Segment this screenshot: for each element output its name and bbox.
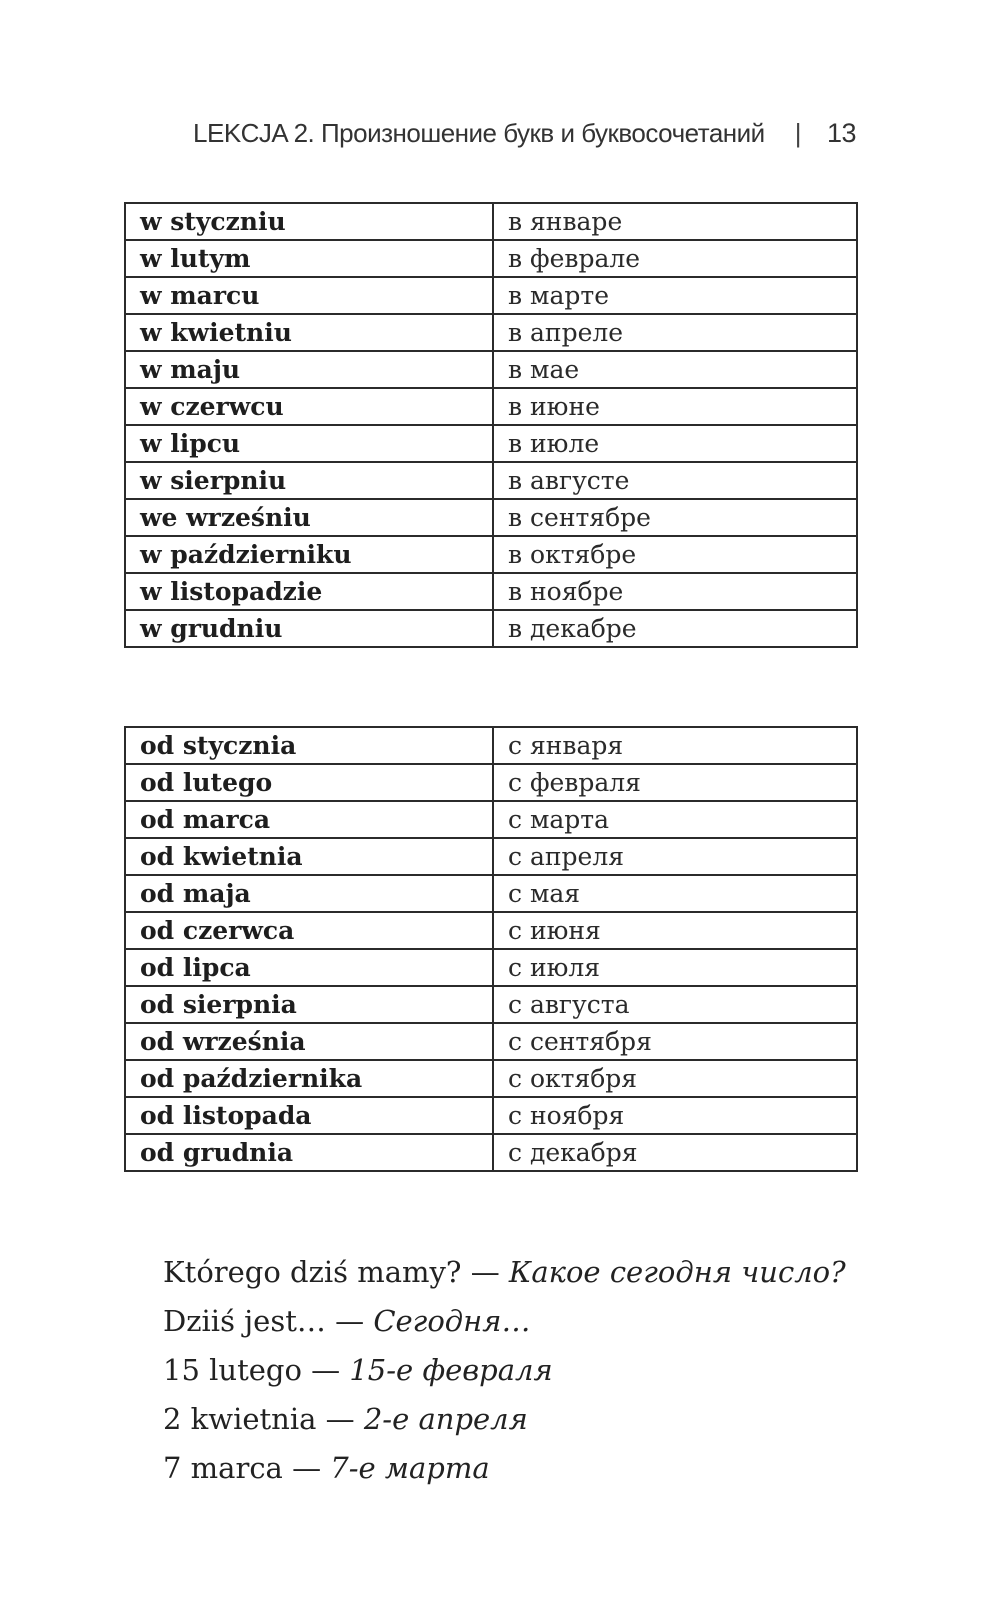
em-dash: — [282, 1451, 331, 1485]
table-row [125, 764, 857, 801]
chapter-title: LEKCJA 2. Произношение букв и буквосочетаний [193, 118, 765, 148]
table-row [125, 912, 857, 949]
russian-phrase: 2-е апреля [363, 1402, 528, 1436]
polish-term: w październiku [125, 536, 493, 573]
polish-term: od października [125, 1060, 493, 1097]
table-row [125, 801, 857, 838]
russian-translation: в мае [493, 351, 857, 388]
polish-term: w lipcu [125, 425, 493, 462]
em-dash: — [316, 1402, 364, 1436]
russian-phrase: Сегодня… [373, 1304, 531, 1338]
russian-translation: с ноября [493, 1097, 857, 1134]
months-from-table-body [125, 727, 857, 1171]
polish-term: od grudnia [125, 1134, 493, 1171]
polish-term: w lutym [125, 240, 493, 277]
polish-phrase: Którego dziś mamy? [163, 1255, 462, 1289]
polish-term: w czerwcu [125, 388, 493, 425]
date-phrases [163, 1248, 846, 1493]
table-row [125, 203, 857, 240]
em-dash: — [325, 1304, 374, 1338]
polish-term: w listopadzie [125, 573, 493, 610]
russian-translation: с мая [493, 875, 857, 912]
russian-translation: в январе [493, 203, 857, 240]
table-row [125, 610, 857, 647]
polish-phrase: 7 marca [163, 1451, 283, 1485]
russian-translation: в ноябре [493, 573, 857, 610]
polish-term: w maju [125, 351, 493, 388]
polish-term: od kwietnia [125, 838, 493, 875]
months-in-table [124, 202, 858, 648]
polish-term: od listopada [125, 1097, 493, 1134]
polish-term: od stycznia [125, 727, 493, 764]
table-row [125, 1023, 857, 1060]
polish-term: od czerwca [125, 912, 493, 949]
polish-term: od maja [125, 875, 493, 912]
russian-translation: с августа [493, 986, 857, 1023]
table-row [125, 949, 857, 986]
header-separator: | [794, 118, 801, 148]
polish-term: w sierpniu [125, 462, 493, 499]
table-row [125, 388, 857, 425]
polish-phrase: 15 lutego [163, 1353, 302, 1387]
russian-translation: в декабре [493, 610, 857, 647]
em-dash: — [301, 1353, 350, 1387]
russian-translation: с февраля [493, 764, 857, 801]
phrase-line [163, 1248, 846, 1297]
russian-translation: в августе [493, 462, 857, 499]
table-row [125, 351, 857, 388]
table-row [125, 536, 857, 573]
table-row [125, 314, 857, 351]
russian-translation: в марте [493, 277, 857, 314]
phrase-line [163, 1297, 846, 1346]
page-number: 13 [826, 118, 856, 148]
table-row [125, 727, 857, 764]
polish-term: we wrześniu [125, 499, 493, 536]
russian-phrase: 15-е февраля [349, 1353, 553, 1387]
em-dash: — [461, 1255, 509, 1289]
russian-translation: с января [493, 727, 857, 764]
russian-translation: в июне [493, 388, 857, 425]
polish-term: od lipca [125, 949, 493, 986]
polish-term: w kwietniu [125, 314, 493, 351]
table-row [125, 1060, 857, 1097]
running-head [0, 118, 856, 149]
russian-translation: с октября [493, 1060, 857, 1097]
table-row [125, 499, 857, 536]
table-row [125, 838, 857, 875]
russian-translation: в феврале [493, 240, 857, 277]
russian-translation: с июня [493, 912, 857, 949]
russian-translation: в октябре [493, 536, 857, 573]
russian-translation: в июле [493, 425, 857, 462]
phrase-line [163, 1346, 846, 1395]
table-row [125, 462, 857, 499]
polish-term: w grudniu [125, 610, 493, 647]
table-row [125, 277, 857, 314]
russian-phrase: 7-е марта [330, 1451, 490, 1485]
polish-term: w marcu [125, 277, 493, 314]
polish-phrase: 2 kwietnia [163, 1402, 317, 1436]
russian-translation: с декабря [493, 1134, 857, 1171]
russian-phrase: Какое сегодня число? [508, 1255, 846, 1289]
russian-translation: в сентябре [493, 499, 857, 536]
russian-translation: с сентября [493, 1023, 857, 1060]
polish-term: od lutego [125, 764, 493, 801]
table-row [125, 240, 857, 277]
polish-term: od marca [125, 801, 493, 838]
russian-translation: с марта [493, 801, 857, 838]
table-row [125, 425, 857, 462]
table-row [125, 1097, 857, 1134]
polish-term: od września [125, 1023, 493, 1060]
russian-translation: с июля [493, 949, 857, 986]
months-from-table [124, 726, 858, 1172]
months-in-table-body [125, 203, 857, 647]
phrase-line [163, 1395, 846, 1444]
table-row [125, 1134, 857, 1171]
phrase-line [163, 1444, 846, 1493]
table-row [125, 875, 857, 912]
russian-translation: с апреля [493, 838, 857, 875]
polish-term: w styczniu [125, 203, 493, 240]
russian-translation: в апреле [493, 314, 857, 351]
polish-phrase: Dziiś jest… [163, 1304, 326, 1338]
polish-term: od sierpnia [125, 986, 493, 1023]
table-row [125, 986, 857, 1023]
table-row [125, 573, 857, 610]
